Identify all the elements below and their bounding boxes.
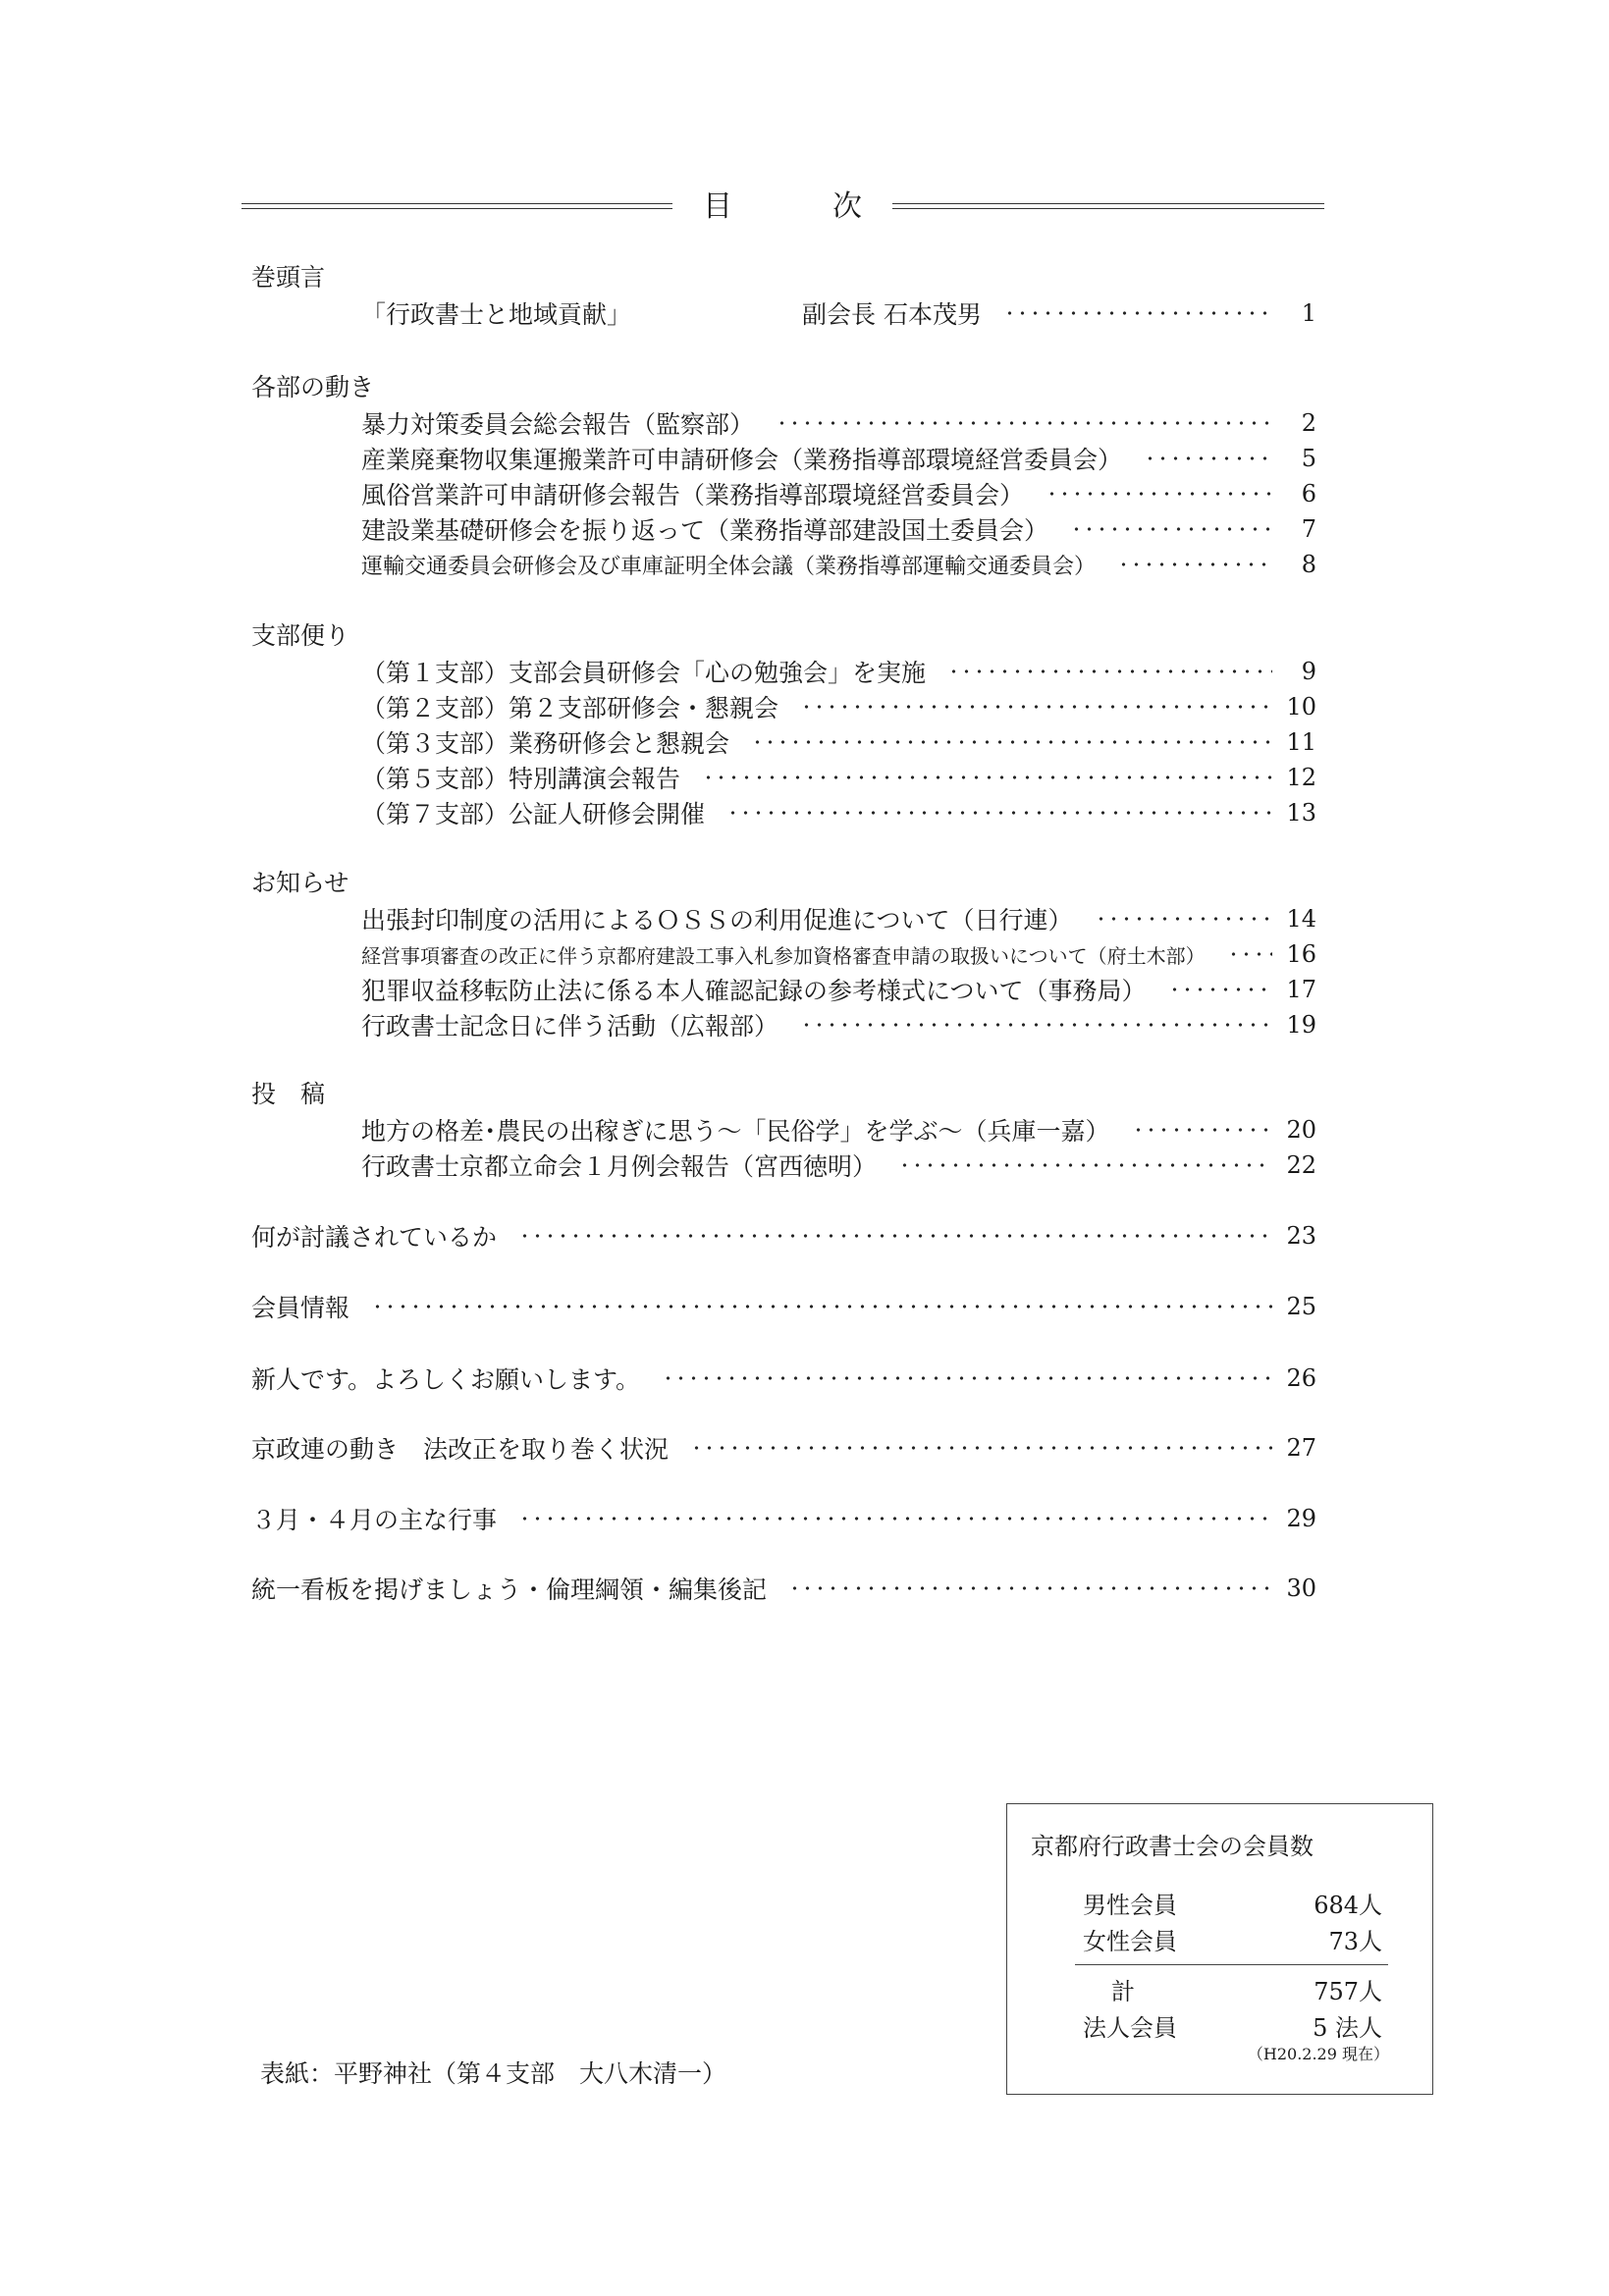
page-number: 6: [1301, 480, 1316, 507]
entry-title: 統一看板を掲げましょう・倫理綱領・編集後記: [251, 1575, 768, 1604]
cover-credit: 表紙：平野神社（第４支部 大八木清一）: [260, 2059, 727, 2088]
toc-entry-group: [251, 1501, 1316, 1536]
toc-entry: [361, 936, 1316, 972]
dot-leader: [800, 1023, 1272, 1027]
page-number: 14: [1286, 905, 1316, 933]
entry-title: （第５支部）特別講演会報告: [361, 765, 681, 793]
page-number: 8: [1301, 551, 1316, 578]
entry-title: 風俗営業許可申請研修会報告（業務指導部環境経営委員会）: [361, 481, 1025, 509]
entry-title: 「行政書士と地域貢献」: [361, 300, 632, 329]
section-heading: お知らせ: [251, 869, 349, 897]
dot-leader: [702, 775, 1272, 779]
dot-leader: [518, 1517, 1272, 1521]
as-of-date: （H20.2.29 現在）: [1247, 2045, 1389, 2063]
section-heading: 各部の動き: [251, 373, 375, 401]
entry-title: 暴力対策委員会総会報告（監察部）: [361, 410, 755, 439]
page-number: 9: [1301, 658, 1316, 685]
page-number: 22: [1286, 1151, 1316, 1179]
page-number: 5: [1301, 445, 1316, 472]
membership-row-male: [1083, 1889, 1382, 1922]
page-number: 19: [1286, 1011, 1316, 1039]
dot-leader: [1227, 952, 1272, 956]
dot-leader: [371, 1305, 1272, 1308]
dot-leader: [1095, 917, 1272, 921]
membership-value: 684人: [1314, 1892, 1382, 1919]
dot-leader: [726, 811, 1272, 815]
page-number: 7: [1301, 515, 1316, 543]
page-number: 29: [1286, 1505, 1316, 1532]
toc-entry: [251, 1218, 1316, 1254]
toc-entry-group: [251, 1218, 1316, 1254]
page-number: 1: [1301, 299, 1316, 327]
entry-title: 行政書士記念日に伴う活動（広報部）: [361, 1012, 779, 1041]
page-number: 11: [1286, 728, 1316, 756]
entry-title: 運輸交通委員会研修会及び車庫証明全体会議（業務指導部運輸交通委員会）: [361, 554, 1097, 579]
page-number: 23: [1286, 1222, 1316, 1250]
membership-label: 女性会員: [1083, 1928, 1177, 1955]
entry-title: 地方の格差･農民の出稼ぎに思う～「民俗学」を学ぶ～（兵庫一嘉）: [361, 1117, 1110, 1146]
toc-entry: [361, 476, 1316, 511]
dot-leader: [898, 1163, 1272, 1167]
dot-leader: [1046, 492, 1272, 496]
toc-entry-group: [251, 1571, 1316, 1606]
toc-entry: [361, 654, 1316, 689]
toc-entry: [361, 972, 1316, 1007]
title-rule-right: [892, 203, 1324, 209]
entry-title: 経営事項審査の改正に伴う京都府建設工事入札参加資格審査申請の取扱いについて（府土木部）: [361, 943, 1206, 968]
membership-value: 757人: [1314, 1978, 1382, 2005]
dot-leader: [1117, 562, 1272, 566]
entry-title: （第１支部）支部会員研修会「心の勉強会」を実施: [361, 659, 927, 687]
page-number: 16: [1286, 940, 1316, 968]
toc-entry: [361, 1007, 1316, 1042]
dot-leader: [751, 740, 1272, 744]
dot-leader: [1003, 311, 1272, 315]
page-number: 17: [1286, 976, 1316, 1003]
toc-section-foreword: [251, 260, 1316, 331]
dot-leader: [788, 1586, 1272, 1590]
toc-entry: [251, 1501, 1316, 1536]
membership-count-box: [1006, 1803, 1433, 2095]
page-number: 26: [1286, 1364, 1316, 1392]
page-number: 30: [1286, 1575, 1316, 1602]
section-heading: 支部便り: [251, 621, 350, 650]
page-number: 20: [1286, 1116, 1316, 1144]
page-number: 2: [1301, 409, 1316, 437]
membership-row-female: [1083, 1925, 1382, 1958]
entry-title: 新人です。よろしくお願いします。: [251, 1365, 641, 1394]
toc-entry: [361, 1112, 1316, 1148]
section-heading: 投 稿: [251, 1080, 326, 1108]
membership-title: 京都府行政書士会の会員数: [1031, 1833, 1314, 1860]
entry-title: 建設業基礎研修会を振り返って（業務指導部建設国土委員会）: [361, 516, 1049, 545]
entry-title: 京政連の動き 法改正を取り巻く状況: [251, 1435, 670, 1464]
toc-entry: [251, 1571, 1316, 1606]
toc-entry-group: [251, 1289, 1316, 1324]
entry-title: 産業廃棄物収集運搬業許可申請研修会（業務指導部環境経営委員会）: [361, 446, 1123, 474]
entry-author: 副会長 石本茂男: [802, 300, 982, 329]
toc-entry: [361, 295, 1316, 331]
dot-leader: [776, 421, 1272, 425]
membership-label: 法人会員: [1083, 2014, 1177, 2042]
toc-entry: [361, 795, 1316, 830]
membership-label: 男性会員: [1083, 1892, 1177, 1919]
page-number: 12: [1286, 764, 1316, 791]
entry-title: 犯罪収益移転防止法に係る本人確認記録の参考様式について（事務局）: [361, 977, 1147, 1005]
toc-entry: [361, 760, 1316, 795]
toc-entry: [361, 405, 1316, 441]
dot-leader: [662, 1376, 1272, 1380]
entry-title: （第３支部）業務研修会と懇親会: [361, 729, 730, 758]
page-number: 13: [1286, 799, 1316, 827]
toc-entry: [361, 441, 1316, 476]
membership-label: 計: [1111, 1978, 1135, 2005]
dot-leader: [800, 705, 1272, 709]
page-title: 目 次: [703, 189, 876, 224]
dot-leader: [1070, 527, 1272, 531]
dot-leader: [947, 669, 1272, 673]
toc-section-notices: [251, 866, 1316, 1042]
toc-entry: [251, 1430, 1316, 1466]
toc-entry: [361, 511, 1316, 547]
entry-title: 行政書士京都立命会１月例会報告（宮西徳明）: [361, 1152, 878, 1181]
entry-title: （第７支部）公証人研修会開催: [361, 800, 706, 828]
entry-title: 何が討議されているか: [251, 1223, 498, 1252]
page-number: 25: [1286, 1293, 1316, 1320]
toc-entry-group: [251, 1361, 1316, 1396]
entry-title: 出張封印制度の活用によるＯＳＳの利用促進について（日行連）: [361, 906, 1073, 934]
toc-entry-group: [251, 1430, 1316, 1466]
toc-entry: [361, 901, 1316, 936]
total-divider: [1075, 1964, 1388, 1965]
toc-section-branch-news: [251, 618, 1316, 830]
toc-entry: [251, 1361, 1316, 1396]
membership-row-total: [1083, 1975, 1382, 2008]
toc-section-contributions: [251, 1077, 1316, 1183]
toc-section-department-news: [251, 370, 1316, 582]
dot-leader: [1144, 456, 1272, 460]
toc-entry: [361, 724, 1316, 760]
section-heading: 巻頭言: [251, 263, 326, 292]
page-number: 10: [1286, 693, 1316, 721]
entry-title: ３月・４月の主な行事: [251, 1506, 498, 1534]
toc-entry: [361, 547, 1316, 582]
entry-title: 会員情報: [251, 1294, 350, 1322]
membership-row-corporate: [1083, 2011, 1382, 2045]
dot-leader: [1168, 988, 1272, 991]
page-number: 27: [1286, 1434, 1316, 1462]
dot-leader: [518, 1234, 1272, 1238]
membership-value: 73人: [1328, 1928, 1382, 1955]
entry-title: （第２支部）第２支部研修会・懇親会: [361, 694, 779, 722]
toc-entry: [361, 1148, 1316, 1183]
dot-leader: [1132, 1128, 1272, 1132]
toc-entry: [251, 1289, 1316, 1324]
membership-value: 5 法人: [1313, 2014, 1382, 2042]
toc-entry: [361, 689, 1316, 724]
dot-leader: [690, 1446, 1272, 1450]
